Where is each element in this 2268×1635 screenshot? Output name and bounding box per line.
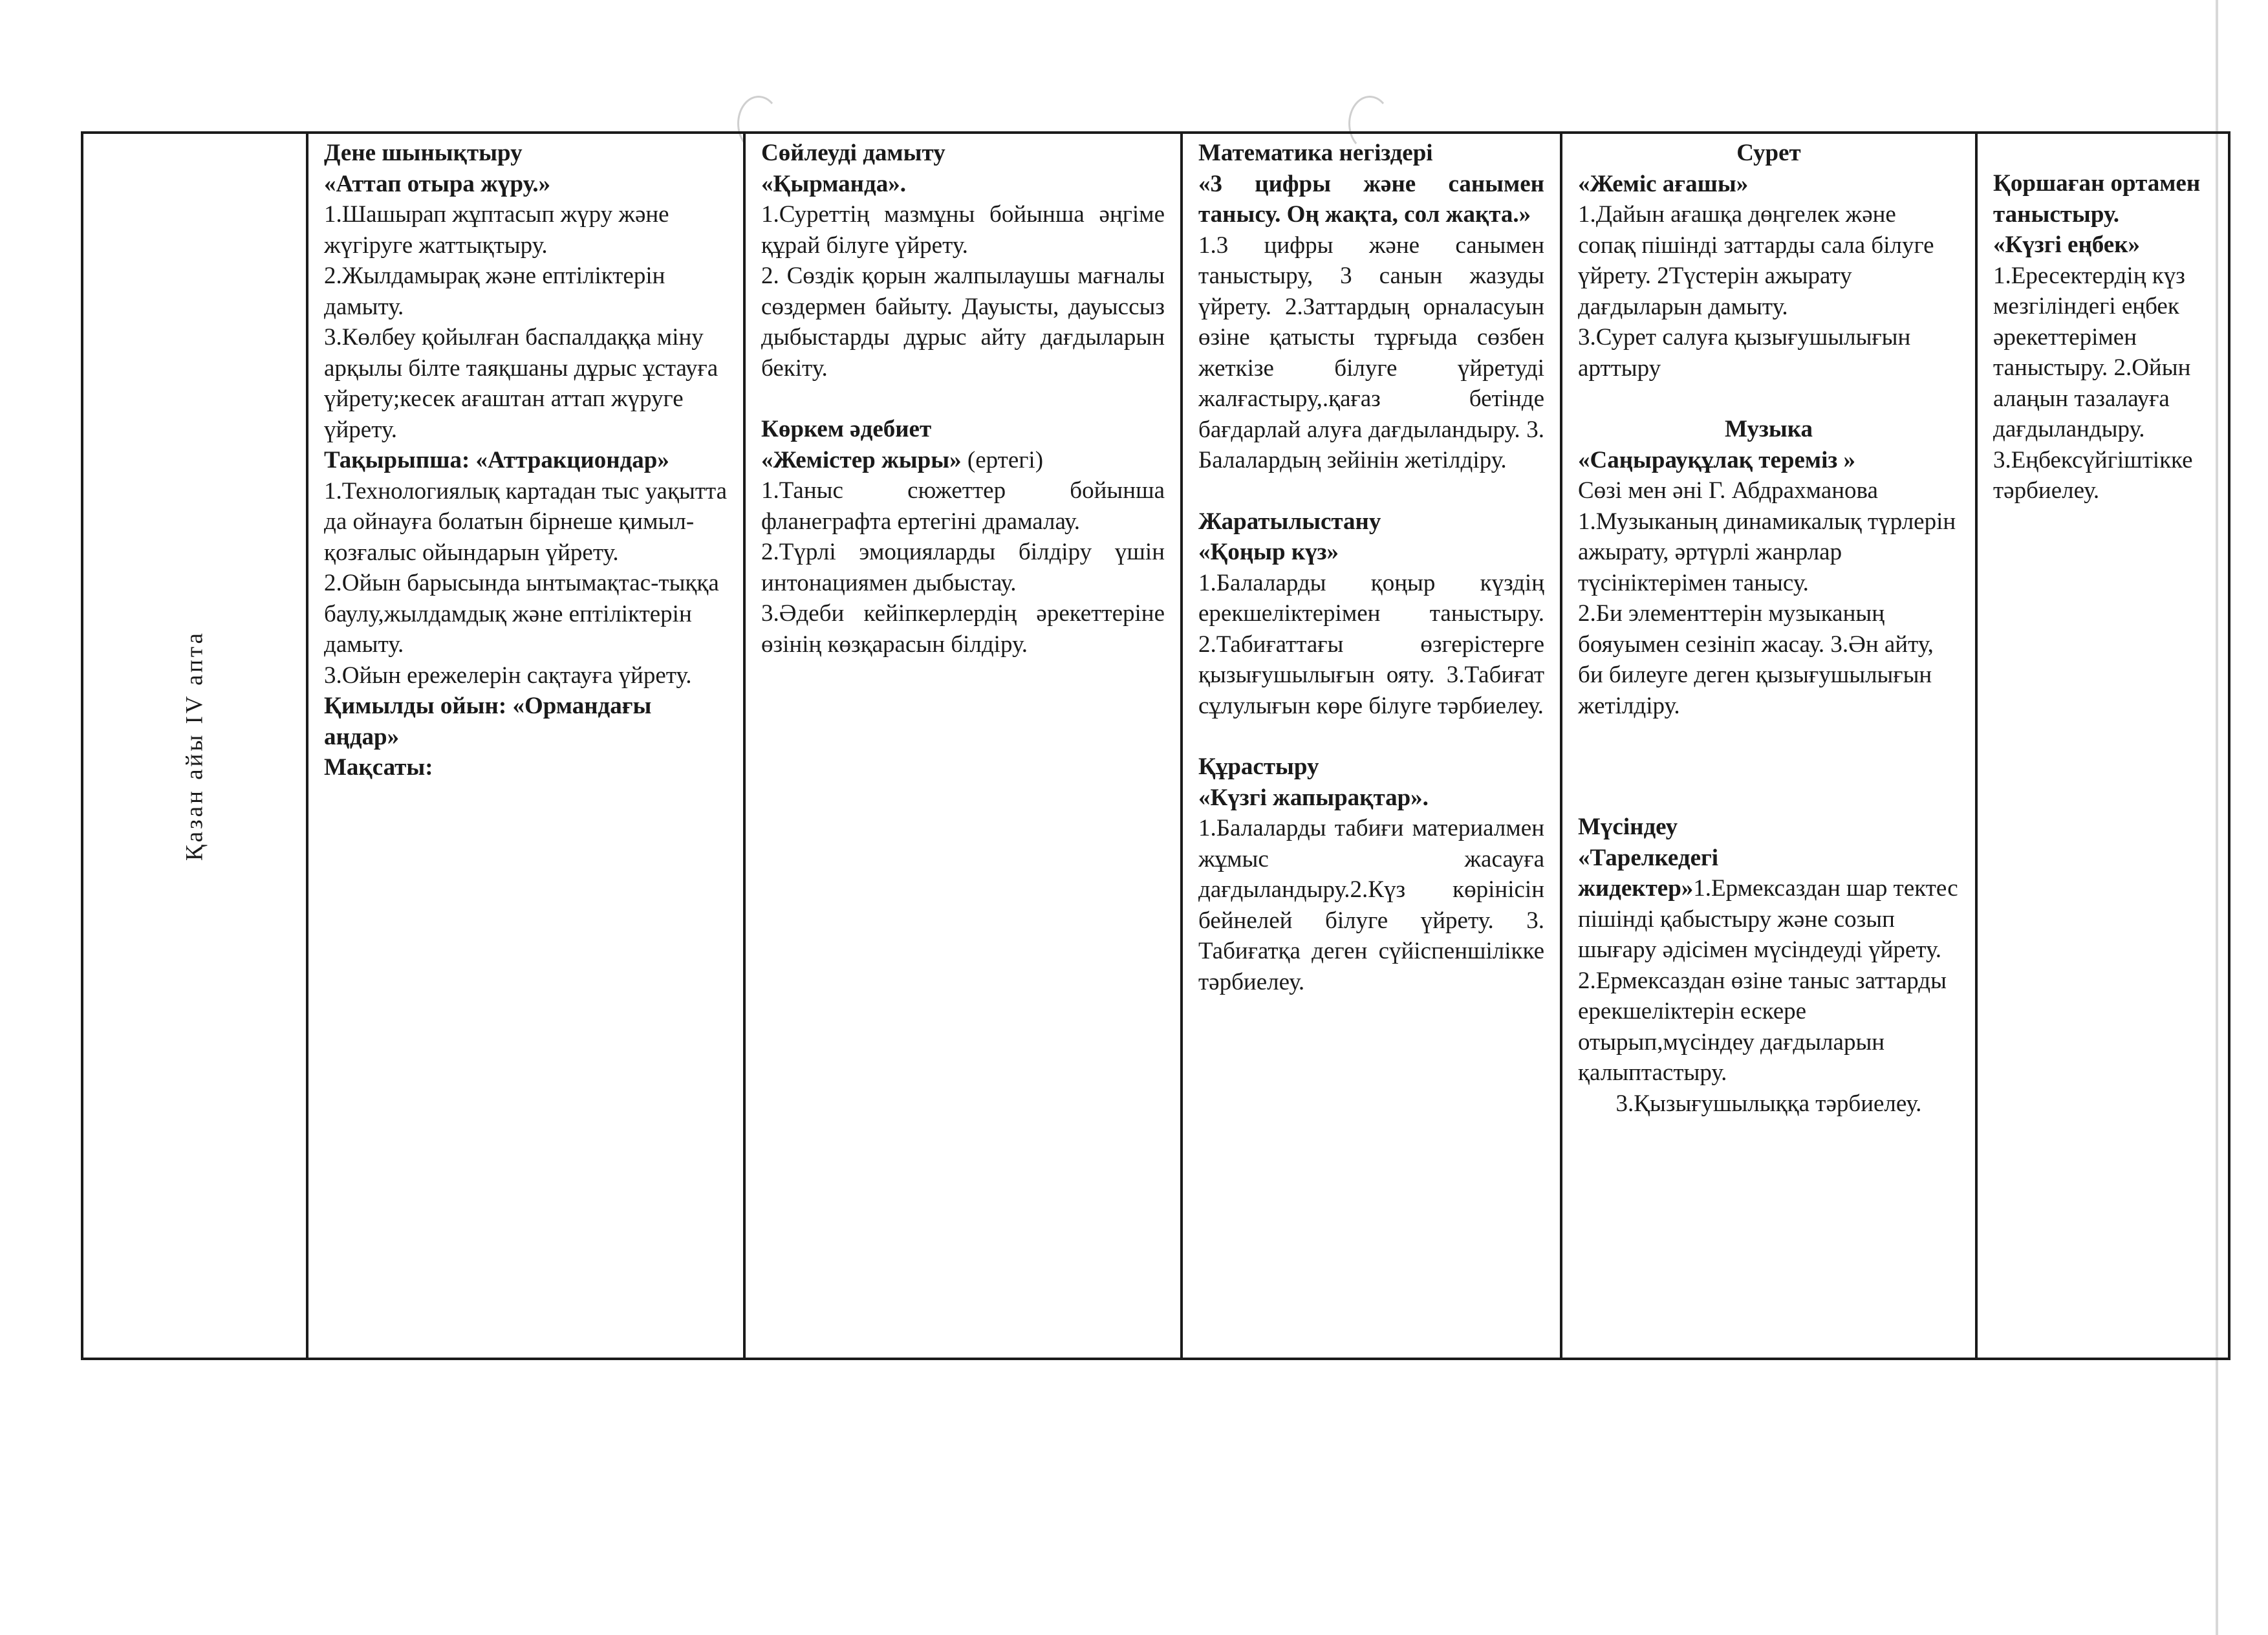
- objective-line: 1.Музыканың динамикалық түрлерін ажырату, әртүрлі жанрлар түсініктерімен танысу.: [1578, 508, 1956, 596]
- topic-title: «Тарелкедегі жидектер»: [1578, 844, 1719, 902]
- topic-title: «Қырманда».: [761, 170, 906, 197]
- topic-title: «Күзгі жапырақтар».: [1198, 784, 1429, 811]
- objective-line: 2.Ермексаздан өзіне таныс заттарды ерекшеліктерін ескере отырып,мүсіндеу дағдыларын қалыптастыру.: [1578, 967, 1947, 1086]
- objective-line: 1.Таныс сюжеттер бойынша фланеграфта ертегіні драмалау.: [761, 477, 1165, 535]
- cell-speech-development: [744, 133, 1182, 1359]
- subject-title: Сөйлеуді дамыту: [761, 140, 945, 166]
- subject-title: Сурет: [1736, 140, 1801, 166]
- objective-line: 2.Түрлі эмоцияларды білдіру үшін интонациямен дыбыстау.: [761, 539, 1165, 596]
- week-cell: [82, 133, 307, 1359]
- game-title: Қимылды ойын: «Ормандағы аңдар»: [324, 693, 652, 750]
- author-line: Сөзі мен әні Г. Абдрахманова: [1578, 477, 1878, 504]
- goal-label: Мақсаты:: [324, 754, 433, 781]
- cell-mathematics: [1182, 133, 1561, 1359]
- subject-title: Мүсіндеу: [1578, 814, 1678, 840]
- objective-line: 1.Балаларды табиғи материалмен жұмыс жасауға дағдыландыру.2.Күз көрінісін бейнелей білуге үйрету. 3. Табиғатқа деген сүйіспеншілікке тәрбиелеу.: [1198, 815, 1544, 995]
- objective-line: 1.Дайын ағашқа дөңгелек және сопақ пішінді заттарды сала білуге үйрету. 2Түстерін ажырату дағдыларын дамыту.: [1578, 201, 1934, 320]
- objective-line: 3.Еңбексүйгіштікке тәрбиелеу.: [1993, 446, 2193, 504]
- objective-line: 1.Ересектердің күз мезгіліндегі еңбек әрекеттерімен таныстыру. 2.Ойын алаңын тазалауға дағдыландыру.: [1993, 262, 2191, 442]
- objective-line: 3.Әдеби кейіпкерлердің әрекеттеріне өзінің көзқарасын білдіру.: [761, 600, 1165, 658]
- week-row: [82, 133, 2229, 1359]
- objective-line: 2.Би элементтерін музыканың бояуымен сезініп жасау. 3.Ән айту, би билеуге деген қызығушылығын жетілдіру.: [1578, 600, 1934, 719]
- objective-line: 1.Шашырап жұптасып жүру және жүгіруге жаттықтыру.: [324, 201, 669, 259]
- objective-line: 3.Көлбеу қойылған баспалдаққа міну арқылы білте таяқшаны дұрыс ұстауға үйрету;кесек ағаштан аттап жүруге үйрету.: [324, 324, 718, 443]
- week-label: Қазан айы IV апта: [181, 631, 208, 861]
- objective-line: 2.Ойын барысында ынтымақтас-тыққа баулу,жылдамдық және ептіліктерін дамыту.: [324, 570, 719, 658]
- subject-title: Математика негіздері: [1198, 140, 1433, 166]
- objective-line: 3.Сурет салуға қызығушылығын арттыру: [1578, 324, 1911, 382]
- objective-line: 1.Технологиялық картадан тыс уақытта да ойнауға болатын бірнеше қимыл-қозғалыс ойындарын үйрету.: [324, 477, 728, 566]
- topic-title: «Саңырауқұлақ тереміз »: [1578, 446, 1855, 473]
- cell-physical-education: [307, 133, 744, 1359]
- subject-title: Дене шынықтыру: [324, 140, 523, 166]
- cell-environment: [1976, 133, 2229, 1359]
- topic-title: «Жеміс ағашы»: [1578, 170, 1749, 197]
- subject-title: Көркем әдебиет: [761, 416, 932, 442]
- lesson-plan-table: [81, 131, 2230, 1360]
- topic-title: «Қоңыр күз»: [1198, 539, 1339, 565]
- objective-line: 1.Балаларды қоңыр күздің ерекшеліктерімен таныстыру. 2.Табиғаттағы өзгерістерге қызығушылығын ояту. 3.Табиғат сұлулығын көре білуге тәрбиелеу.: [1198, 569, 1544, 719]
- objective-line: 2. Сөздік қорын жалпылаушы мағналы сөздермен байыту. Дауысты, дауыссыз дыбыстарды дұрыс айту дағдыларын бекіту.: [761, 263, 1165, 382]
- cell-drawing-music: [1561, 133, 1976, 1359]
- objective-line: 2.Жылдамырақ және ептіліктерін дамыту.: [324, 263, 665, 320]
- objective-line: 1.3 цифры және санымен таныстыру, 3 санын жазуды үйрету. 2.Заттардың орналасуын өзіне қатысты тұрғыда сөзбен жеткізе білуге үйретуді жалғастыру,.қағаз бетінде бағдарлай алуға дағдыландыру. 3. Балалардың зейінін жетілдіру.: [1198, 232, 1544, 473]
- topic-title: [761, 445, 1165, 476]
- topic-title-bold: «Жемістер жыры»: [761, 446, 962, 473]
- objective-line: 3.Ойын ережелерін сақтауға үйрету.: [324, 662, 692, 689]
- subject-title: Жаратылыстану: [1198, 508, 1381, 535]
- topic-title-note: (ертегі): [961, 446, 1044, 473]
- subject-title: Қоршаған ортамен таныстыру.: [1993, 170, 2201, 228]
- topic-title: «Аттап отыра жүру.»: [324, 170, 551, 197]
- subject-title: Құрастыру: [1198, 753, 1319, 780]
- objective-line: 3.Қызығушылыққа тәрбиелеу.: [1615, 1090, 1922, 1117]
- topic-title: «Күзгі еңбек»: [1993, 232, 2141, 258]
- subject-title: Музыка: [1725, 416, 1813, 442]
- topic-title: «3 цифры және санымен танысу. Оң жақта, сол жақта.»: [1198, 170, 1544, 228]
- objective-line: 1.Ермексаздан шар тектес пішінді қабыстыру және созып шығару әдісімен мүсіндеуді үйрету.: [1578, 875, 1958, 963]
- topic-line: [1578, 843, 1960, 966]
- subtopic-title: Тақырыпша: «Аттракциондар»: [324, 447, 669, 473]
- objective-line: 1.Суреттің мазмұны бойынша әңгіме құрай білуге үйрету.: [761, 201, 1165, 259]
